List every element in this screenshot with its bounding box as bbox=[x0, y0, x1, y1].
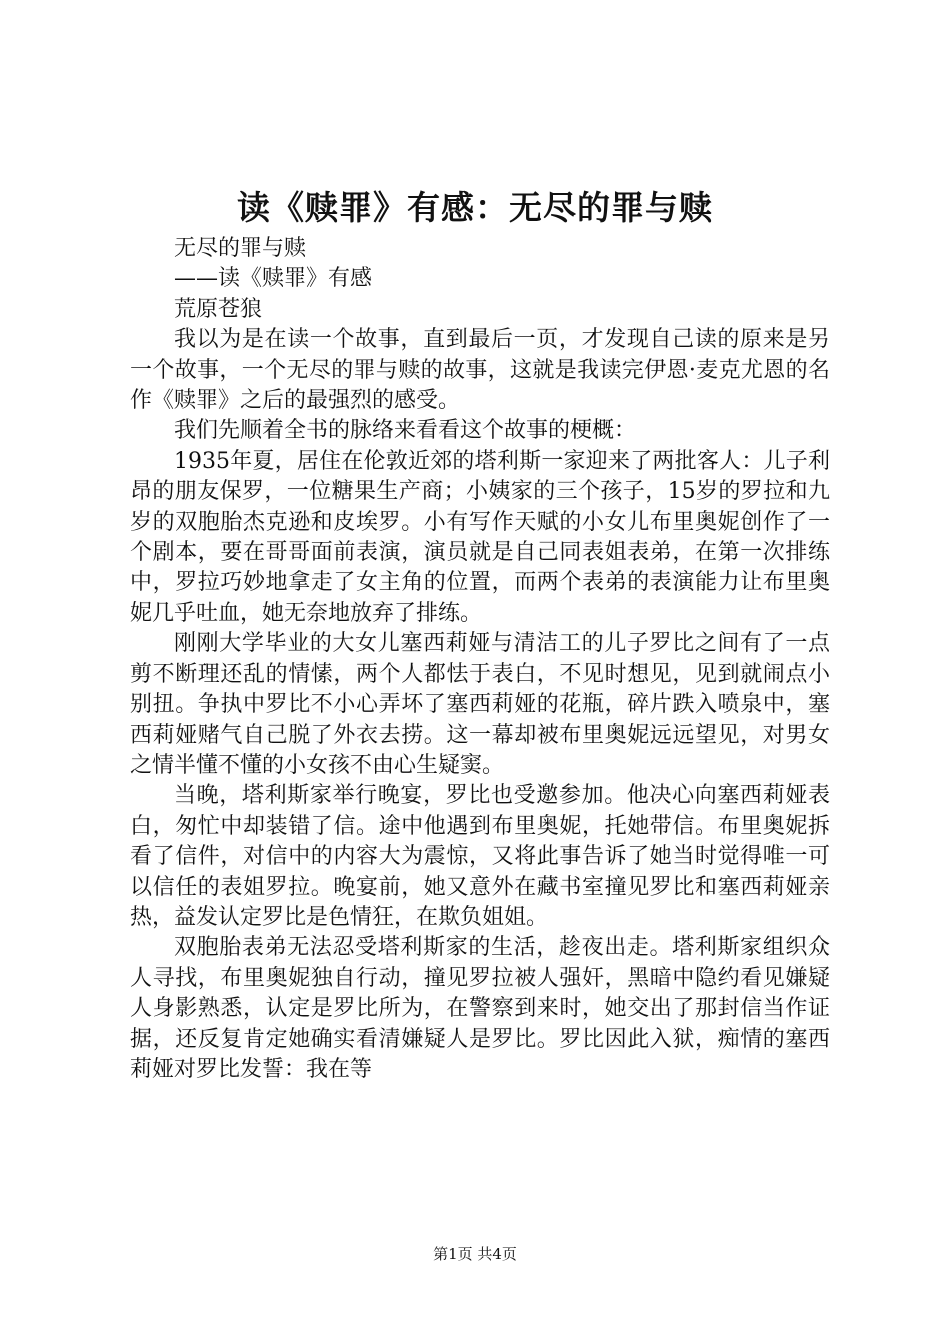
paragraph: 双胞胎表弟无法忍受塔利斯家的生活，趁夜出走。塔利斯家组织众人寻找，布里奥妮独自行动，撞见罗拉被人强奸，黑暗中隐约看见嫌疑人身影熟悉，认定是罗比所为，在警察到来时，她交出了那封信当作证据，还反复肯定她确实看清嫌疑人是罗比。罗比因此入狱，痴情的塞西莉娅对罗比发誓：我在等 bbox=[130, 935, 830, 1082]
paragraph: 当晚，塔利斯家举行晚宴，罗比也受邀参加。他决心向塞西莉娅表白，匆忙中却装错了信。途中他遇到布里奥妮，托她带信。布里奥妮拆看了信件，对信中的内容大为震惊，又将此事告诉了她当时觉得唯一可以信任的表姐罗拉。晚宴前，她又意外在藏书室撞见罗比和塞西莉娅亲热，益发认定罗比是色情狂，在欺负姐姐。 bbox=[130, 783, 830, 930]
document-body bbox=[130, 234, 830, 1085]
paragraph: 我以为是在读一个故事，直到最后一页，才发现自己读的原来是另一个故事，一个无尽的罪与赎的故事，这就是我读完伊恩·麦克尤恩的名作《赎罪》之后的最强烈的感受。 bbox=[130, 327, 830, 414]
subtitle-line: ——读《赎罪》有感 bbox=[174, 266, 373, 292]
paragraph: 1935年夏，居住在伦敦近郊的塔利斯一家迎来了两批客人：儿子利昂的朋友保罗，一位糖果生产商；小姨家的三个孩子，15岁的罗拉和九岁的双胞胎杰克逊和皮埃罗。小有写作天赋的小女儿布里奥妮创作了一个剧本，要在哥哥面前表演，演员就是自己同表姐表弟，在第一次排练中，罗拉巧妙地拿走了女主角的位置，而两个表弟的表演能力让布里奥妮几乎吐血，她无奈地放弃了排练。 bbox=[130, 448, 830, 626]
author: 荒原苍狼 bbox=[174, 296, 263, 322]
paragraph: 我们先顺着全书的脉络来看看这个故事的梗概： bbox=[174, 418, 637, 444]
page-footer: 第1页 共4页 bbox=[433, 1245, 517, 1263]
subtitle: 无尽的罪与赎 bbox=[174, 236, 307, 261]
paragraph: 刚刚大学毕业的大女儿塞西莉娅与清洁工的儿子罗比之间有了一点剪不断理还乱的情愫，两个人都怯于表白，不见时想见，见到就闹点小别扭。争执中罗比不小心弄坏了塞西莉娅的花瓶，碎片跌入喷泉中，塞西莉娅赌气自己脱了外衣去捞。这一幕却被布里奥妮远远望见，对男女之情半懂不懂的小女孩不由心生疑窦。 bbox=[130, 631, 830, 778]
page-title: 读《赎罪》有感：无尽的罪与赎 bbox=[237, 188, 713, 227]
